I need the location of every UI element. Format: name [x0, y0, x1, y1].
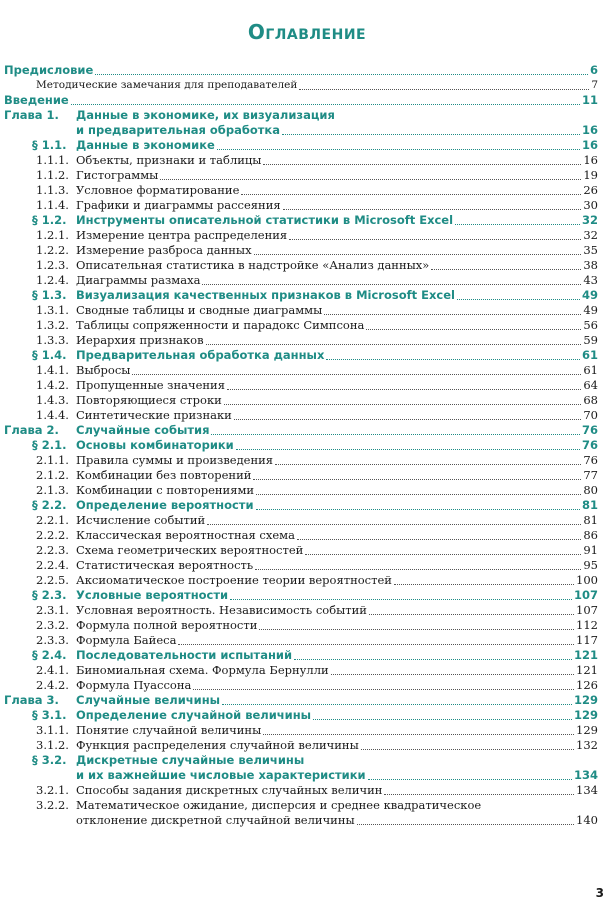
toc-entry[interactable]	[0, 783, 614, 798]
page-ref: 81	[583, 513, 598, 527]
page-ref: 117	[576, 633, 598, 647]
toc-entry[interactable]	[0, 813, 614, 828]
entry-title: Исчисление событий	[76, 513, 206, 527]
page-ref: 76	[583, 453, 598, 467]
page-ref: 61	[581, 348, 598, 362]
section-label: § 3.2.	[32, 753, 67, 767]
leader-dots	[283, 208, 582, 210]
subsection-label: 1.4.1.	[36, 363, 69, 377]
entry-title: Гистограммы	[76, 168, 159, 182]
page-ref: 112	[576, 618, 598, 632]
leader-dots	[217, 148, 580, 150]
toc-entry[interactable]	[0, 288, 614, 303]
entry-title: Условная вероятность. Независимость событий	[76, 603, 367, 617]
leader-dots	[259, 628, 574, 630]
toc-entry[interactable]	[0, 618, 614, 633]
page-ref: 7	[591, 79, 598, 91]
leader-dots	[297, 538, 581, 540]
leader-dots	[178, 643, 574, 645]
entry-title: Последовательности испытаний	[76, 648, 293, 662]
leader-dots	[457, 298, 580, 300]
page-ref: 134	[576, 783, 598, 797]
entry-title: Понятие случайной величины	[76, 723, 262, 737]
entry-title: Формула полной вероятности	[76, 618, 258, 632]
subsection-label: 3.2.2.	[36, 798, 69, 812]
page-ref: 16	[583, 153, 598, 167]
leader-dots	[263, 163, 581, 165]
toc-entry[interactable]	[0, 603, 614, 618]
leader-dots	[324, 313, 581, 315]
subsection-label: 1.2.2.	[36, 243, 69, 257]
leader-dots	[256, 508, 580, 510]
entry-title: Предварительная обработка данных	[76, 348, 325, 362]
leader-dots	[95, 73, 588, 75]
page-ref: 76	[581, 438, 598, 452]
toc-entry[interactable]	[0, 558, 614, 573]
toc-entry[interactable]	[0, 243, 614, 258]
entry-title: Выбросы	[76, 363, 131, 377]
leader-dots	[256, 493, 581, 495]
subsection-label: 1.1.1.	[36, 153, 69, 167]
entry-title: Случайные события	[76, 423, 210, 437]
leader-dots	[305, 553, 581, 555]
entry-title: Случайные величины	[76, 693, 221, 707]
toc-entry[interactable]	[0, 648, 614, 663]
leader-dots	[230, 598, 572, 600]
subsection-label: 2.2.2.	[36, 528, 69, 542]
entry-title: Правила суммы и произведения	[76, 453, 274, 467]
subsection-label: 2.1.3.	[36, 483, 69, 497]
page-ref: 134	[573, 768, 598, 782]
toc-entry[interactable]	[0, 63, 614, 78]
toc-entry[interactable]	[0, 168, 614, 183]
leader-dots	[211, 433, 580, 435]
toc-entry[interactable]	[0, 768, 614, 783]
subsection-label: 1.2.3.	[36, 258, 69, 272]
leader-dots	[455, 223, 580, 225]
page-ref: 129	[573, 693, 598, 707]
subsection-label: 2.3.3.	[36, 633, 69, 647]
leader-dots	[206, 343, 582, 345]
toc-entry[interactable]	[0, 678, 614, 693]
page-number: 3	[595, 886, 604, 900]
leader-dots	[326, 358, 580, 360]
entry-title: Статистическая вероятность	[76, 558, 254, 572]
leader-dots	[234, 418, 582, 420]
subsection-label: 2.2.4.	[36, 558, 69, 572]
page-ref: 80	[583, 483, 598, 497]
page-ref: 140	[576, 813, 598, 827]
subsection-label: 1.4.2.	[36, 378, 69, 392]
toc-entry[interactable]	[0, 438, 614, 453]
leader-dots	[369, 613, 574, 615]
entry-title: Условные вероятности	[76, 588, 229, 602]
entry-title: Иерархия признаков	[76, 333, 204, 347]
page-ref: 32	[581, 213, 598, 227]
page-ref: 64	[583, 378, 598, 392]
page-ref: 16	[581, 138, 598, 152]
page-ref: 121	[573, 648, 598, 662]
entry-title: Формула Пуассона	[76, 678, 192, 692]
entry-title: Определение вероятности	[76, 498, 254, 512]
toc-entry[interactable]	[0, 483, 614, 498]
leader-dots	[366, 328, 581, 330]
leader-dots	[255, 568, 581, 570]
subsection-label: 2.3.1.	[36, 603, 69, 617]
entry-title: Данные в экономике, их визуализация	[76, 108, 335, 122]
entry-title: отклонение дискретной случайной величины	[76, 813, 355, 827]
section-label: § 2.4.	[32, 648, 67, 662]
toc-entry[interactable]	[0, 318, 614, 333]
leader-dots	[394, 583, 574, 585]
toc-entry[interactable]	[0, 573, 614, 588]
entry-title: Визуализация качественных признаков в Microsoft Excel	[76, 288, 455, 302]
page-ref: 100	[576, 573, 598, 587]
toc-entry[interactable]	[0, 693, 614, 708]
toc-entry[interactable]	[0, 468, 614, 483]
subsection-label: 2.2.1.	[36, 513, 69, 527]
leader-dots	[254, 253, 582, 255]
page-ref: 6	[589, 63, 598, 77]
entry-title: Описательная статистика в надстройке «Анализ данных»	[76, 258, 430, 272]
leader-dots	[299, 88, 589, 90]
entry-title: и их важнейшие числовые характеристики	[76, 768, 366, 782]
toc-entry[interactable]	[0, 153, 614, 168]
chapter-label: Глава 1.	[4, 108, 59, 122]
page-ref: 11	[581, 93, 598, 107]
toc-entry[interactable]	[0, 303, 614, 318]
toc-entry[interactable]	[0, 498, 614, 513]
entry-title: Измерение разброса данных	[76, 243, 252, 257]
toc-entry[interactable]	[0, 408, 614, 423]
page-ref: 121	[576, 663, 598, 677]
subsection-label: 2.4.2.	[36, 678, 69, 692]
leader-dots	[331, 673, 574, 675]
entry-title: и предварительная обработка	[76, 123, 280, 137]
subsection-label: 3.2.1.	[36, 783, 69, 797]
leader-dots	[227, 388, 581, 390]
page-ref: 76	[581, 423, 598, 437]
subsection-label: 2.4.1.	[36, 663, 69, 677]
toc-entry[interactable]	[0, 378, 614, 393]
leader-dots	[253, 478, 581, 480]
entry-title: Аксиоматическое построение теории вероятностей	[76, 573, 392, 587]
leader-dots	[289, 238, 581, 240]
page-ref: 132	[576, 738, 598, 752]
page-ref: 49	[581, 288, 598, 302]
subsection-label: 1.2.4.	[36, 273, 69, 287]
entry-title: Сводные таблицы и сводные диаграммы	[76, 303, 323, 317]
toc-entry[interactable]	[0, 213, 614, 228]
toc-entry[interactable]	[0, 423, 614, 438]
section-label: § 2.2.	[32, 498, 67, 512]
toc-entry[interactable]	[0, 663, 614, 678]
entry-title: Комбинации с повторениями	[76, 483, 255, 497]
section-label: § 1.3.	[32, 288, 67, 302]
entry-title: Методические замечания для преподавателей	[36, 79, 298, 91]
chapter-label: Глава 2.	[4, 423, 59, 437]
page-ref: 107	[573, 588, 598, 602]
toc-entry[interactable]	[0, 108, 614, 123]
toc-entry[interactable]	[0, 123, 614, 138]
toc-entry[interactable]	[0, 198, 614, 213]
table-of-contents	[0, 63, 614, 828]
toc-entry[interactable]	[0, 528, 614, 543]
page-ref: 19	[583, 168, 598, 182]
entry-title: Математическое ожидание, дисперсия и среднее квадратическое	[76, 798, 482, 812]
subsection-label: 1.4.3.	[36, 393, 69, 407]
entry-title: Формула Байеса	[76, 633, 177, 647]
toc-entry[interactable]	[0, 753, 614, 768]
page-ref: 95	[583, 558, 598, 572]
page-title: Оглавление	[247, 20, 367, 44]
leader-dots	[241, 193, 581, 195]
entry-title: Измерение центра распределения	[76, 228, 288, 242]
toc-entry[interactable]	[0, 78, 614, 93]
page-ref: 30	[583, 198, 598, 212]
subsection-label: 3.1.1.	[36, 723, 69, 737]
toc-entry[interactable]	[0, 798, 614, 813]
section-label: § 3.1.	[32, 708, 67, 722]
page-ref: 61	[583, 363, 598, 377]
entry-title: Объекты, признаки и таблицы	[76, 153, 262, 167]
page-ref: 81	[581, 498, 598, 512]
entry-title: Основы комбинаторики	[76, 438, 234, 452]
section-label: § 1.1.	[32, 138, 67, 152]
toc-entry[interactable]	[0, 333, 614, 348]
leader-dots	[236, 448, 580, 450]
leader-dots	[294, 658, 572, 660]
leader-dots	[224, 403, 582, 405]
leader-dots	[160, 178, 581, 180]
entry-title: Пропущенные значения	[76, 378, 225, 392]
page-ref: 86	[583, 528, 598, 542]
toc-entry[interactable]	[0, 183, 614, 198]
leader-dots	[202, 283, 581, 285]
leader-dots	[361, 748, 574, 750]
page-ref: 91	[583, 543, 598, 557]
entry-title: Таблицы сопряженности и парадокс Симпсона	[76, 318, 365, 332]
toc-entry[interactable]	[0, 393, 614, 408]
toc-entry[interactable]	[0, 738, 614, 753]
entry-title: Биномиальная схема. Формула Бернулли	[76, 663, 329, 677]
subsection-label: 1.2.1.	[36, 228, 69, 242]
entry-title: Определение случайной величины	[76, 708, 312, 722]
page-ref: 56	[583, 318, 598, 332]
leader-dots	[275, 463, 581, 465]
toc-entry[interactable]	[0, 453, 614, 468]
page-ref: 70	[583, 408, 598, 422]
chapter-label: Глава 3.	[4, 693, 59, 707]
leader-dots	[71, 103, 580, 105]
entry-title: Комбинации без повторений	[76, 468, 252, 482]
page-ref: 43	[583, 273, 598, 287]
entry-title: Введение	[4, 93, 69, 107]
toc-entry[interactable]	[0, 363, 614, 378]
entry-title: Графики и диаграммы рассеяния	[76, 198, 281, 212]
toc-entry[interactable]	[0, 588, 614, 603]
leader-dots	[313, 718, 572, 720]
subsection-label: 1.1.2.	[36, 168, 69, 182]
toc-entry[interactable]	[0, 93, 614, 108]
leader-dots	[222, 703, 572, 705]
page-ref: 32	[583, 228, 598, 242]
leader-dots	[193, 688, 574, 690]
leader-dots	[207, 523, 581, 525]
leader-dots	[282, 133, 580, 135]
subsection-label: 1.3.2.	[36, 318, 69, 332]
entry-title: Повторяющиеся строки	[76, 393, 222, 407]
section-label: § 2.3.	[32, 588, 67, 602]
subsection-label: 1.1.4.	[36, 198, 69, 212]
subsection-label: 1.3.3.	[36, 333, 69, 347]
subsection-label: 1.3.1.	[36, 303, 69, 317]
entry-title: Дискретные случайные величины	[76, 753, 305, 767]
subsection-label: 2.2.3.	[36, 543, 69, 557]
entry-title: Синтетические признаки	[76, 408, 232, 422]
toc-entry[interactable]	[0, 513, 614, 528]
subsection-label: 3.1.2.	[36, 738, 69, 752]
page-ref: 68	[583, 393, 598, 407]
entry-title: Способы задания дискретных случайных величин	[76, 783, 383, 797]
entry-title: Условное форматирование	[76, 183, 240, 197]
page-ref: 126	[576, 678, 598, 692]
subsection-label: 2.3.2.	[36, 618, 69, 632]
section-label: § 2.1.	[32, 438, 67, 452]
entry-title: Инструменты описательной статистики в Microsoft Excel	[76, 213, 454, 227]
page-ref: 129	[573, 708, 598, 722]
leader-dots	[384, 793, 574, 795]
entry-title: Функция распределения случайной величины	[76, 738, 359, 752]
leader-dots	[368, 778, 572, 780]
toc-entry[interactable]	[0, 633, 614, 648]
entry-title: Диаграммы размаха	[76, 273, 201, 287]
toc-entry[interactable]	[0, 723, 614, 738]
leader-dots	[132, 373, 581, 375]
subsection-label: 2.1.1.	[36, 453, 69, 467]
leader-dots	[357, 823, 574, 825]
page-ref: 35	[583, 243, 598, 257]
subsection-label: 2.2.5.	[36, 573, 69, 587]
page-ref: 129	[576, 723, 598, 737]
toc-entry[interactable]	[0, 273, 614, 288]
toc-entry[interactable]	[0, 543, 614, 558]
toc-entry[interactable]	[0, 138, 614, 153]
toc-entry[interactable]	[0, 708, 614, 723]
page-ref: 107	[576, 603, 598, 617]
page-ref: 16	[581, 123, 598, 137]
page-ref: 38	[583, 258, 598, 272]
page-ref: 77	[583, 468, 598, 482]
entry-title: Классическая вероятностная схема	[76, 528, 295, 542]
toc-entry[interactable]	[0, 348, 614, 363]
subsection-label: 1.1.3.	[36, 183, 69, 197]
entry-title: Предисловие	[4, 63, 94, 77]
page-ref: 49	[583, 303, 598, 317]
page-ref: 59	[583, 333, 598, 347]
section-label: § 1.2.	[32, 213, 67, 227]
subsection-label: 1.4.4.	[36, 408, 69, 422]
toc-entry[interactable]	[0, 228, 614, 243]
leader-dots	[431, 268, 581, 270]
section-label: § 1.4.	[32, 348, 67, 362]
entry-title: Данные в экономике	[76, 138, 215, 152]
entry-title: Схема геометрических вероятностей	[76, 543, 304, 557]
page-ref: 26	[583, 183, 598, 197]
subsection-label: 2.1.2.	[36, 468, 69, 482]
toc-entry[interactable]	[0, 258, 614, 273]
leader-dots	[263, 733, 574, 735]
